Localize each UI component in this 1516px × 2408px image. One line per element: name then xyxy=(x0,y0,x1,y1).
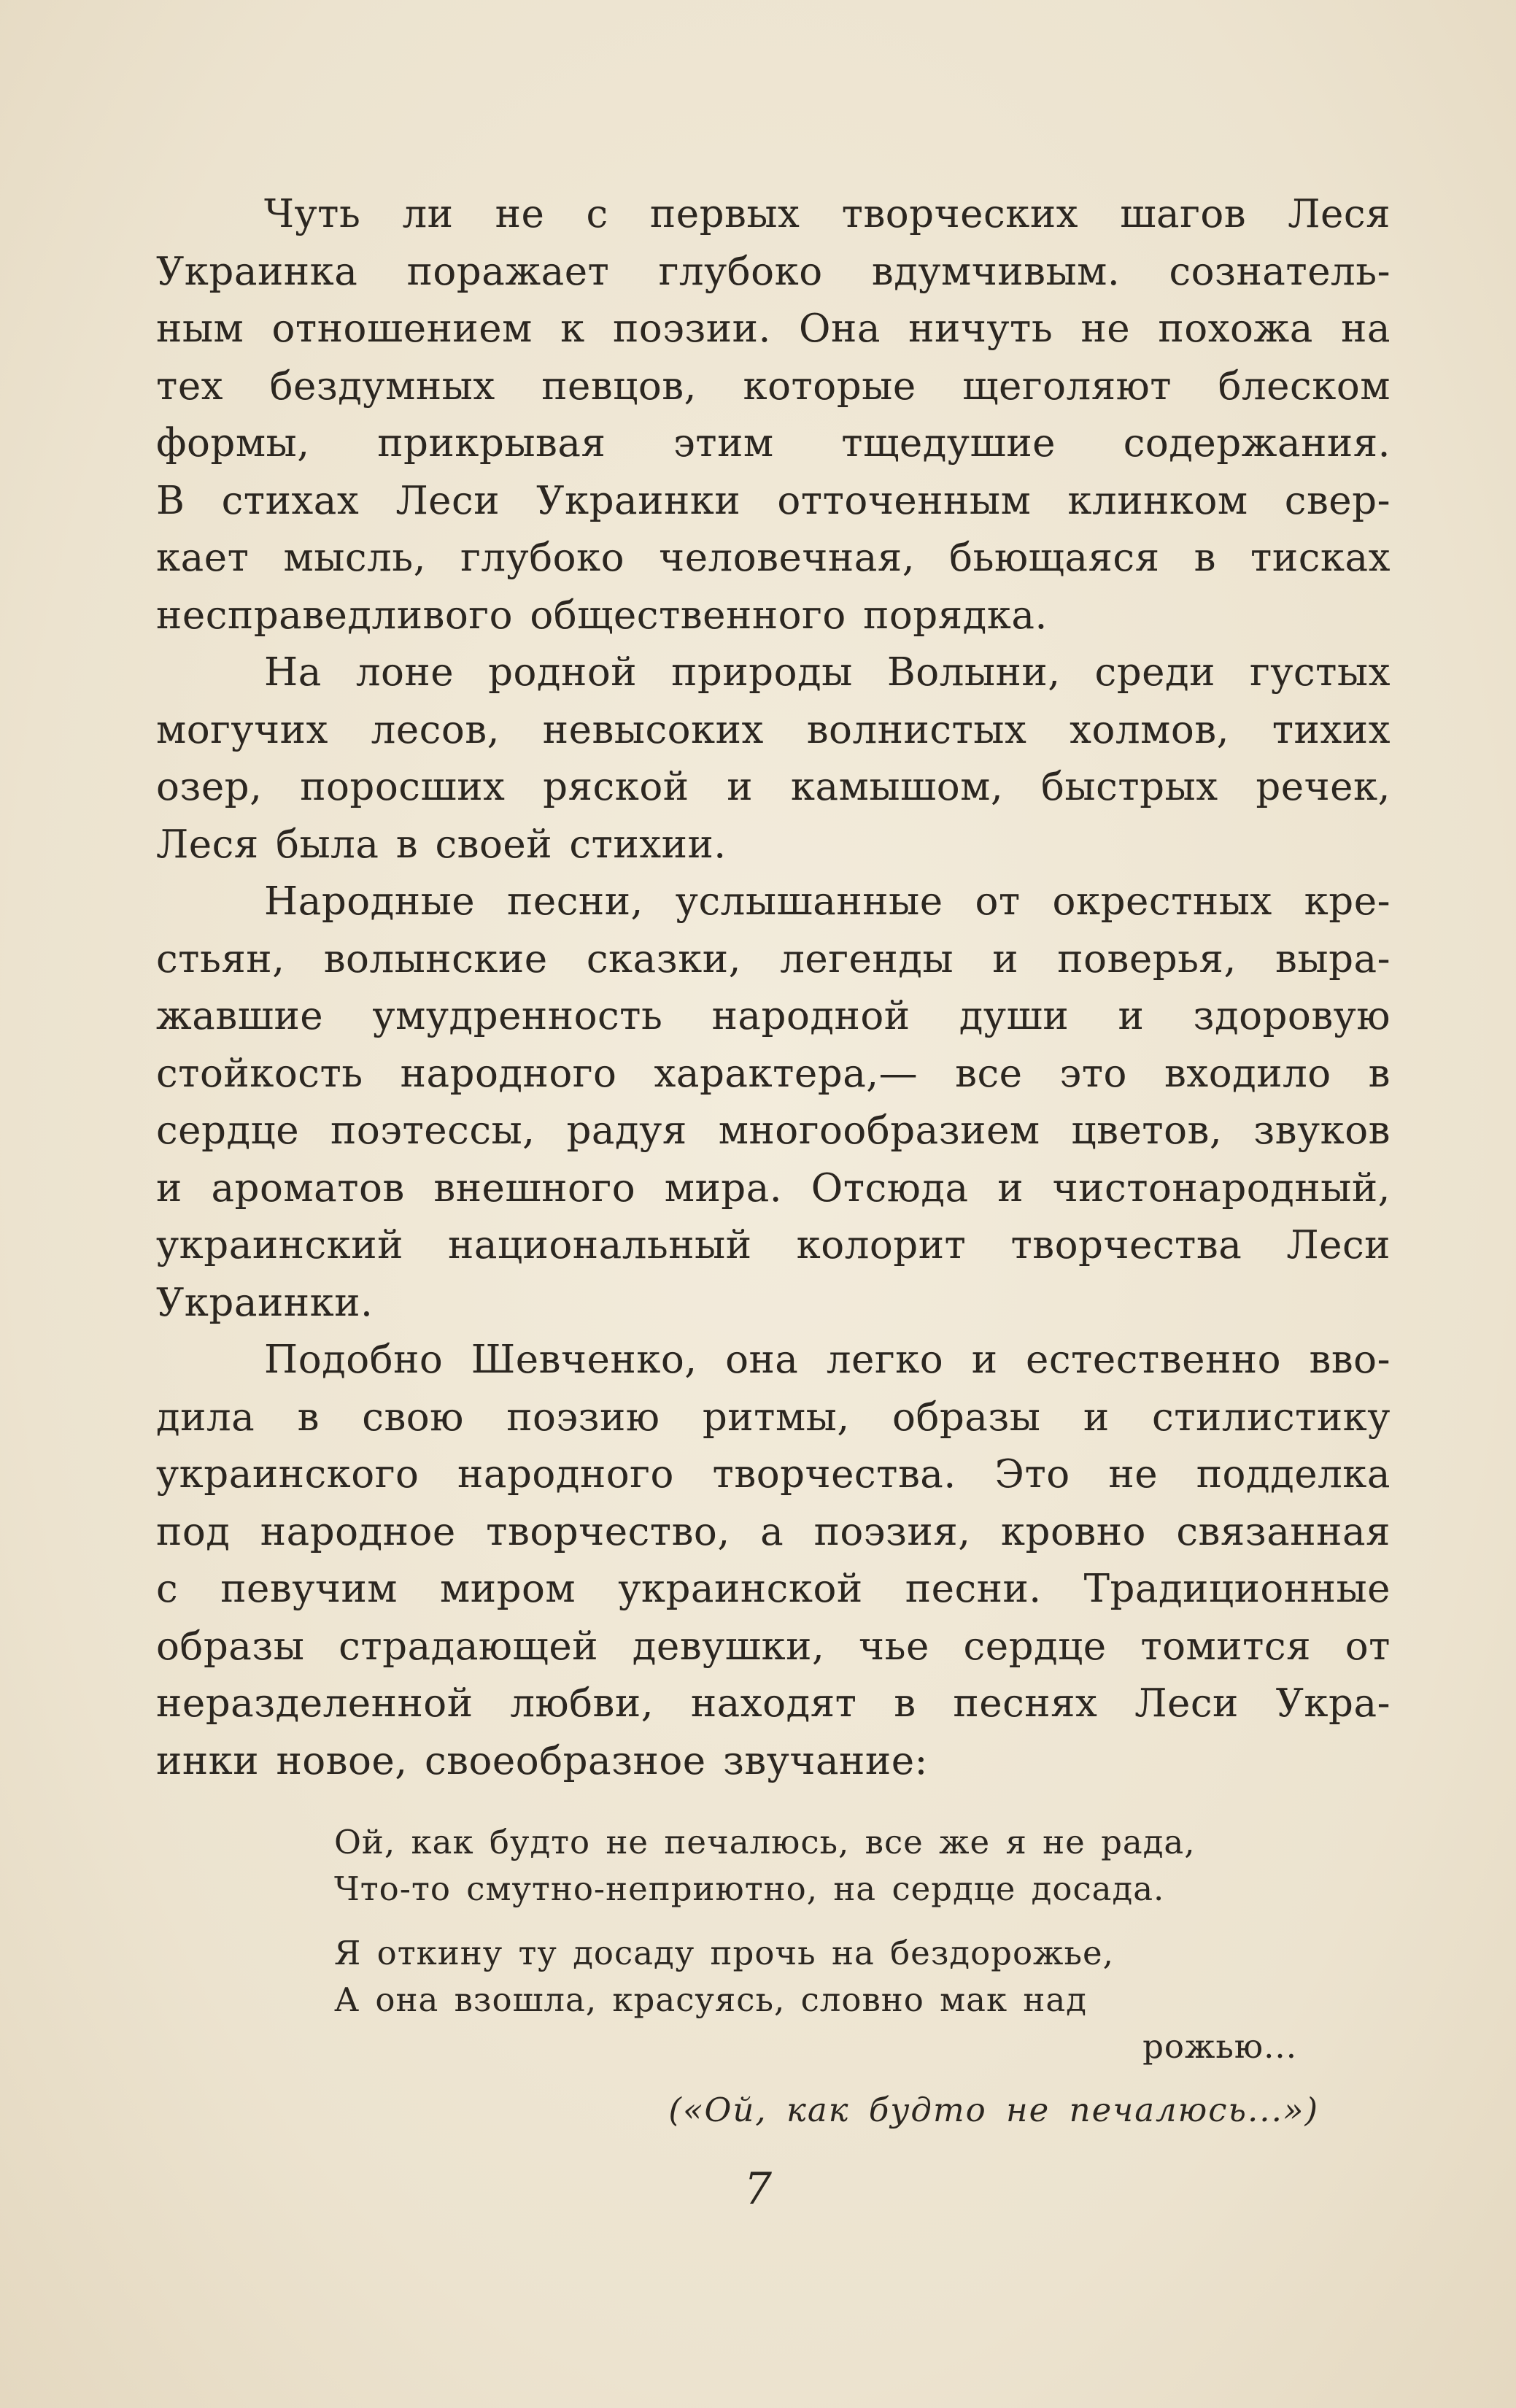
poem-quote xyxy=(334,1819,1341,2070)
poem-line: А она взошла, красуясь, словно мак над xyxy=(334,1980,1087,2019)
document-body xyxy=(156,186,1391,1790)
text-line: стьян, волынские сказки, легенды и поверья, выра- xyxy=(156,936,1391,981)
text-line: под народное творчество, а поэзия, кровно связанная xyxy=(156,1509,1391,1554)
paragraph-2 xyxy=(156,644,1391,873)
paragraph-1 xyxy=(156,186,1391,644)
poem-stanza-1 xyxy=(334,1819,1341,1913)
page-number: 7 xyxy=(743,2164,773,2215)
text-line: образы страдающей девушки, чье сердце томится от xyxy=(156,1624,1391,1669)
text-line: Народные песни, услышанные от окрестных кре- xyxy=(264,879,1391,924)
text-line: кает мысль, глубоко человечная, бьющаяся в тисках xyxy=(156,536,1391,580)
text-line: инки новое, своеобразное звучание: xyxy=(156,1738,928,1783)
text-line: озер, поросших ряской и камышом, быстрых речек, xyxy=(156,765,1391,809)
text-line: Леся была в своей стихии. xyxy=(156,822,727,867)
text-line: могучих лесов, невысоких волнистых холмов, тихих xyxy=(156,707,1391,752)
text-line: украинский национальный колорит творчества Леси xyxy=(156,1223,1391,1267)
paragraph-4 xyxy=(156,1332,1391,1790)
text-line: неразделенной любви, находят в песнях Леси Укра- xyxy=(156,1681,1391,1726)
text-line: и ароматов внешного мира. Отсюда и чистонародный, xyxy=(156,1165,1391,1211)
text-line: Подобно Шевченко, она легко и естественно вво- xyxy=(264,1338,1391,1382)
text-line: стойкость народного характера,— все это входило в xyxy=(156,1051,1391,1096)
poem-source-citation: («Ой, как будто не печалюсь...») xyxy=(668,2091,1319,2129)
poem-line: Ой, как будто не печалюсь, все же я не рада, xyxy=(334,1823,1196,1861)
text-line: украинского народного творчества. Это не подделка xyxy=(156,1452,1391,1497)
text-line: жавшие умудренность народной души и здоровую xyxy=(156,994,1391,1038)
poem-line: Что-то смутно-неприютно, на сердце досада. xyxy=(334,1869,1165,1908)
text-line: несправедливого общественного порядка. xyxy=(156,593,1048,638)
poem-line-continuation: рожью... xyxy=(1142,2027,1297,2066)
paragraph-3 xyxy=(156,873,1391,1332)
text-line: дила в свою поэзию ритмы, образы и стилистику xyxy=(156,1394,1391,1440)
poem-line: Я откину ту досаду прочь на бездорожье, xyxy=(334,1934,1114,1972)
text-line: ным отношением к поэзии. Она ничуть не похожа на xyxy=(156,306,1391,351)
text-line: с певучим миром украинской песни. Традиционные xyxy=(156,1567,1391,1611)
text-line: На лоне родной природы Волыни, среди густых xyxy=(264,650,1391,695)
text-line: Украинка поражает глубоко вдумчивым. сознатель- xyxy=(156,249,1391,294)
text-line: тех бездумных певцов, которые щеголяют блеском xyxy=(156,363,1391,409)
text-line: Украинки. xyxy=(156,1280,374,1325)
text-line: Чуть ли не с первых творческих шагов Леся xyxy=(264,192,1391,236)
text-line: сердце поэтессы, радуя многообразием цветов, звуков xyxy=(156,1108,1391,1153)
text-line: В стихах Леси Украинки отточенным клинком свер- xyxy=(156,478,1391,523)
poem-stanza-2 xyxy=(334,1930,1341,2070)
text-line: формы, прикрывая этим тщедушие содержания. xyxy=(156,421,1391,466)
